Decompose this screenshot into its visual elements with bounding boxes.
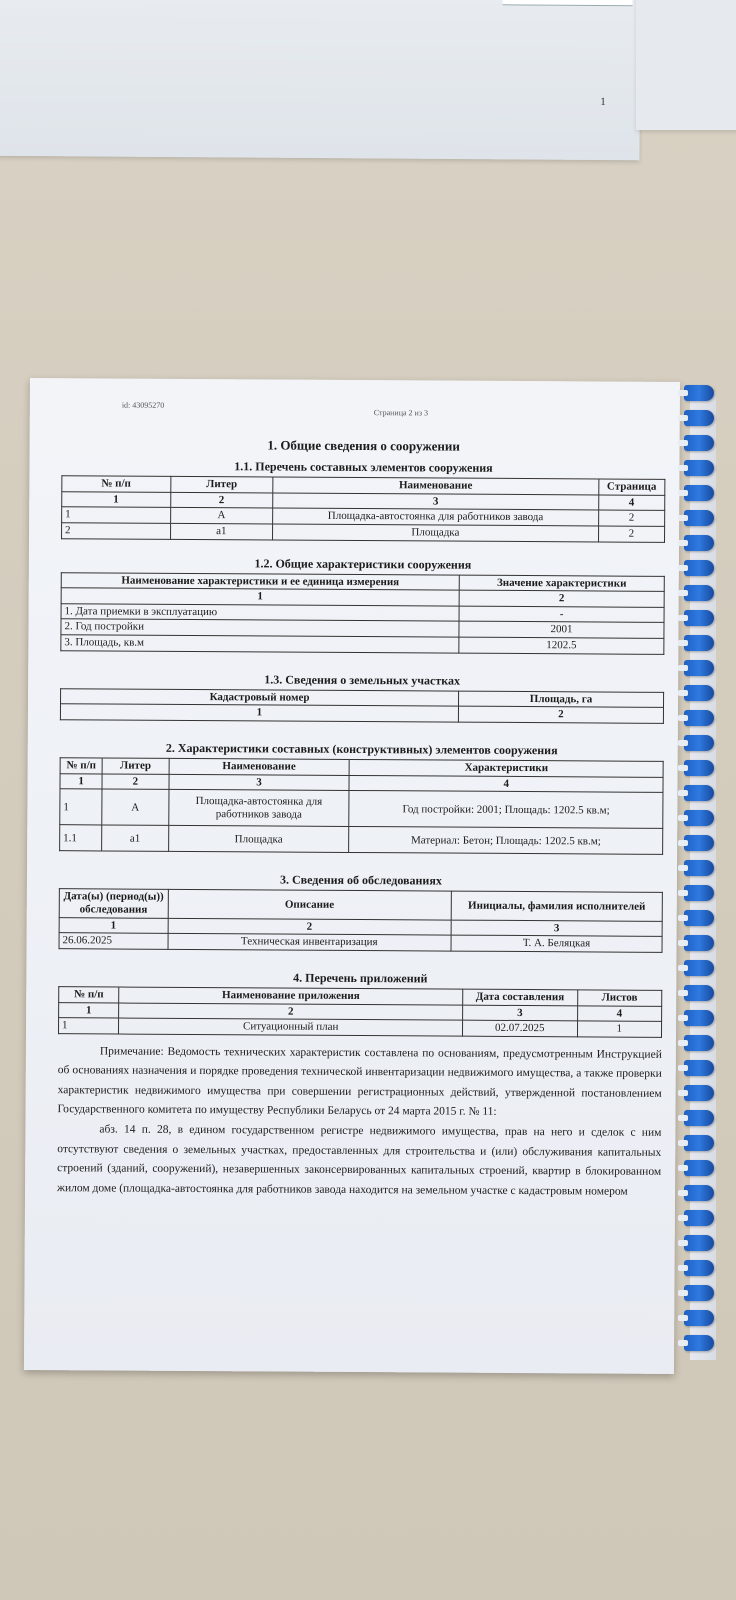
col-header: Характеристики: [350, 760, 664, 778]
col-number: 1: [62, 491, 171, 507]
note-paragraph: Примечание: Ведомость технических характеристик составлена по основаниям, предусмотренным Инструкцией об основаниях назначения и порядке проведения технической инвентаризации недвижимого имущества, а также проверки характеристик недвижимого имущества при совершении регистрационных действий, утвержденной постановлением Государственного комитета по имуществу Республики Беларусь от 24 марта 2015 г. № 11:: [57, 1045, 662, 1119]
col-number: 1: [59, 917, 168, 933]
coil-ring: [684, 685, 714, 701]
col-number: 1: [60, 704, 458, 722]
appendices-table: [58, 986, 662, 1038]
coil-ring: [684, 485, 714, 501]
col-number: 3: [273, 493, 599, 511]
table-cell: 1. Дата приемки в эксплуатацию: [61, 604, 459, 622]
table-row: [60, 825, 663, 855]
col-number: 2: [459, 590, 664, 607]
table-cell: Техническая инвентаризация: [168, 934, 451, 951]
table-row: [60, 789, 663, 829]
table-cell: а1: [170, 523, 273, 539]
paper-strip: [502, 0, 632, 6]
col-number: 2: [102, 774, 168, 790]
col-number: 1: [59, 1002, 119, 1018]
table-cell: Ситуационный план: [119, 1018, 463, 1036]
coil-ring: [684, 535, 714, 551]
col-number: 2: [170, 492, 273, 508]
col-header: Наименование: [273, 477, 599, 495]
col-header: № п/п: [59, 987, 119, 1003]
section4-title: 4. Перечень приложений: [293, 970, 428, 986]
coil-ring: [684, 1210, 714, 1226]
coil-ring: [684, 635, 714, 651]
table-cell: 2: [598, 510, 664, 526]
table-cell: 26.06.2025: [59, 933, 168, 949]
coil-ring: [684, 410, 714, 426]
coil-ring: [684, 1010, 714, 1026]
coil-ring: [684, 610, 714, 626]
coil-ring: [684, 1185, 714, 1201]
coil-ring: [684, 760, 714, 776]
col-number: 2: [119, 1003, 463, 1021]
col-header: Инициалы, фамилия исполнителей: [451, 891, 662, 921]
coil-ring: [684, 510, 714, 526]
col-header: Кадастровый номер: [61, 688, 459, 706]
col-header: Дата(ы) (период(ы)) обследования: [59, 889, 168, 918]
coil-ring: [684, 1160, 714, 1176]
coil-ring: [684, 835, 714, 851]
coil-ring: [684, 735, 714, 751]
note-paragraph-2: абз. 14 п. 28, в едином государственном регистре недвижимого имущества, прав на него и сделок с ним отсутствуют сведения о земельных участках, предоставленных для строительства и (или) обслуживания капитальных строений (зданий, сооружений), незавершенных законсервированных капитальных строений, квартир в блокированном жилом доме (площадка-автостоянка для работников завода находится на земельном участке с кадастровым номером: [57, 1123, 662, 1198]
page-counter: Страница 2 из 3: [373, 408, 429, 418]
section3-title: 3. Сведения об обследованиях: [279, 872, 442, 888]
structural-elements-table: [59, 757, 664, 855]
document-page: [24, 378, 680, 1374]
table-cell: 1: [60, 789, 102, 825]
col-header: Значение характеристики: [459, 575, 664, 592]
section1-3-title: 1.3. Сведения о земельных участках: [264, 672, 461, 688]
table-cell: 1.1: [60, 825, 102, 851]
table-cell: Площадка-автостоянка для работников завода: [273, 508, 599, 526]
coil-ring: [684, 710, 714, 726]
coil-ring: [684, 985, 714, 1001]
table-cell: а1: [102, 825, 168, 851]
table-cell: 2001: [459, 622, 664, 639]
table-cell: 1: [62, 507, 171, 523]
document-header: [62, 398, 666, 432]
coil-ring: [684, 1260, 714, 1276]
col-number: 3: [169, 774, 350, 791]
table-cell: Площадка-автостоянка для работников завода: [168, 790, 349, 827]
table-cell: 2: [598, 526, 664, 542]
col-header: Описание: [168, 890, 452, 920]
elements-table: [61, 475, 665, 542]
col-number: 3: [451, 920, 662, 937]
coil-ring: [684, 1235, 714, 1251]
section1-2-title: 1.2. Общие характеристики сооружения: [254, 555, 472, 572]
background-page-number: 1: [600, 95, 606, 109]
coil-ring: [684, 1335, 714, 1351]
col-number: 2: [458, 707, 663, 724]
coil-ring: [684, 860, 714, 876]
coil-ring: [684, 1285, 714, 1301]
table-cell: 3. Площадь, кв.м: [61, 635, 459, 653]
col-number: 3: [463, 1005, 578, 1021]
coil-ring: [684, 435, 714, 451]
coil-ring: [684, 1060, 714, 1076]
col-header: Площадь, га: [458, 691, 663, 708]
col-number: 4: [598, 495, 664, 511]
table-cell: Т. А. Беляцкая: [451, 935, 662, 952]
col-header: Наименование приложения: [119, 987, 463, 1005]
col-number: 2: [168, 918, 451, 935]
col-header: № п/п: [60, 758, 102, 774]
land-plots-table: [60, 688, 664, 724]
table-cell: А: [102, 789, 169, 825]
background-page-sheet-right: [636, 0, 736, 130]
coil-ring: [684, 810, 714, 826]
section1-1-title: 1.1. Перечень составных элементов сооружения: [234, 459, 493, 475]
coil-ring: [684, 660, 714, 676]
col-number: 4: [349, 775, 663, 793]
coil-ring: [684, 1310, 714, 1326]
table-cell: 1202.5: [459, 637, 664, 654]
document-id: id: 43095270: [121, 400, 165, 410]
col-header: № п/п: [62, 476, 171, 492]
table-cell: Площадка: [273, 524, 599, 542]
characteristics-table: [60, 572, 664, 655]
background-page-sheet: [0, 0, 641, 160]
coil-ring: [684, 960, 714, 976]
table-cell: А: [170, 508, 273, 524]
table-row: [58, 1018, 661, 1037]
table-cell: 2. Год постройки: [61, 619, 459, 637]
coil-ring: [684, 910, 714, 926]
table-cell: -: [459, 606, 664, 623]
section1-title: 1. Общие сведения о сооружении: [267, 437, 460, 454]
table-cell: Площадка: [168, 826, 349, 853]
col-header: Наименование характеристики и ее единица измерения: [61, 572, 459, 590]
table-cell: Год постройки: 2001; Площадь: 1202.5 кв.м;: [349, 791, 663, 829]
col-number: 4: [577, 1005, 662, 1021]
col-header: Наименование: [169, 758, 350, 775]
table-cell: 1: [58, 1018, 118, 1034]
binding-coil: [684, 385, 722, 1365]
col-header: Литер: [102, 758, 168, 774]
coil-ring: [684, 585, 714, 601]
col-header: Страница: [598, 479, 664, 495]
coil-ring: [684, 385, 714, 401]
table-cell: 1: [577, 1021, 662, 1037]
coil-ring: [684, 1135, 714, 1151]
table-cell: Материал: Бетон; Площадь: 1202.5 кв.м;: [349, 827, 663, 855]
coil-ring: [684, 460, 714, 476]
coil-ring: [684, 935, 714, 951]
col-number: 1: [60, 773, 102, 789]
coil-ring: [684, 560, 714, 576]
coil-ring: [684, 885, 714, 901]
col-header: Литер: [170, 476, 273, 492]
section2-title: 2. Характеристики составных (конструктивных) элементов сооружения: [165, 740, 558, 758]
coil-ring: [684, 785, 714, 801]
col-header: Листов: [577, 990, 662, 1006]
surveys-table: [59, 889, 663, 953]
col-header: Дата составления: [463, 989, 578, 1005]
table-cell: 2: [62, 523, 171, 539]
coil-ring: [684, 1085, 714, 1101]
coil-ring: [684, 1035, 714, 1051]
col-number: 1: [61, 588, 459, 606]
table-cell: 02.07.2025: [462, 1020, 577, 1036]
coil-ring: [684, 1110, 714, 1126]
